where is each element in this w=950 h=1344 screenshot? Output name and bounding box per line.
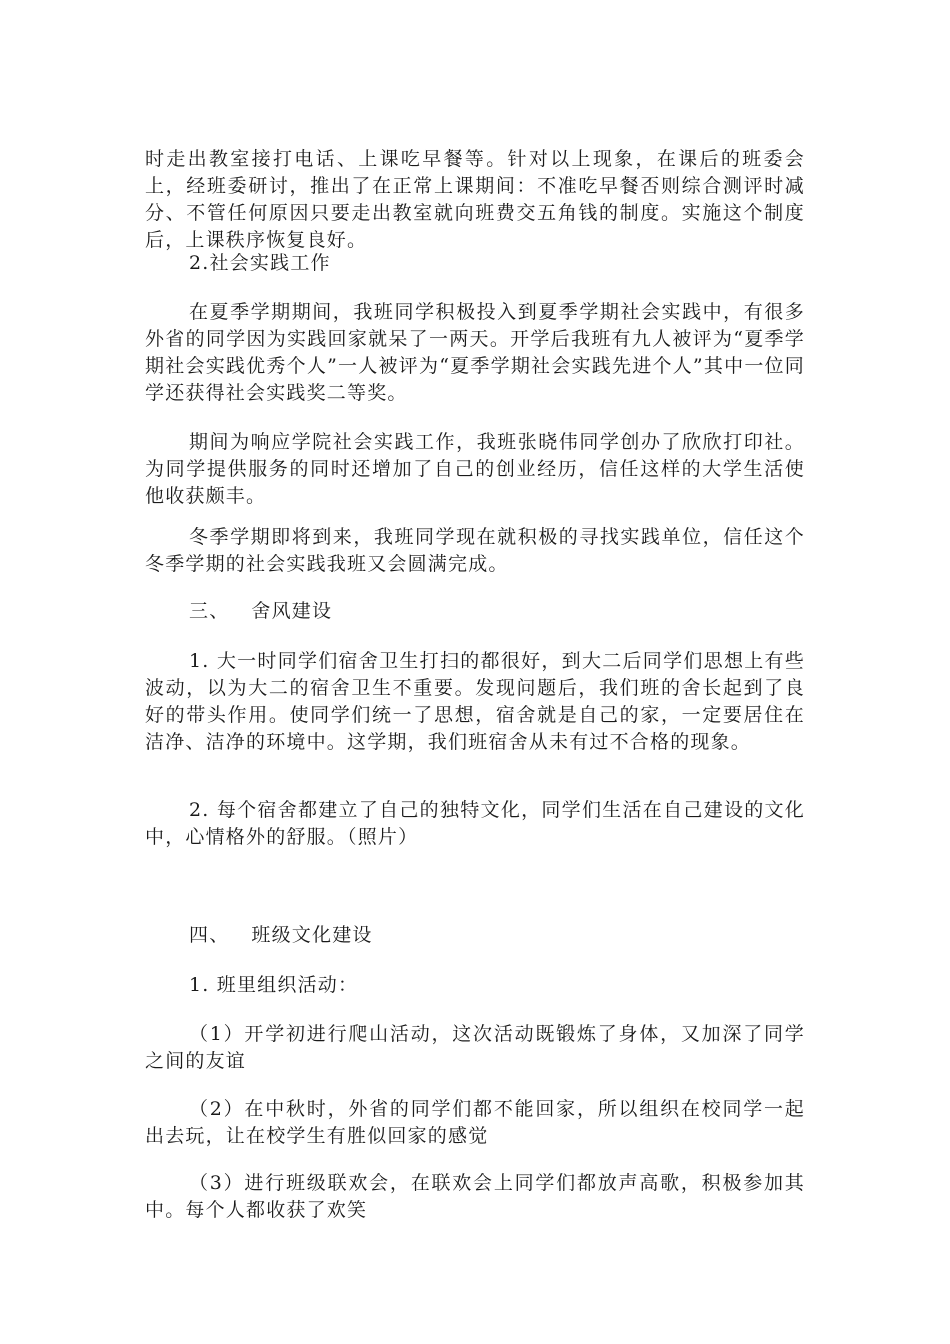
heading-social-practice: 2.社会实践工作	[189, 252, 331, 274]
paragraph-activity-hiking: （1）开学初进行爬山活动，这次活动既锻炼了身体，又加深了同学之间的友谊	[145, 1023, 805, 1072]
heading-dorm-culture	[189, 598, 789, 625]
heading-class-culture	[189, 922, 789, 949]
heading-class-activities: 1. 班里组织活动：	[189, 974, 359, 996]
paragraph-print-shop: 期间为响应学院社会实践工作，我班张晓伟同学创办了欣欣打印社。为同学提供服务的同时还增加了自己的创业经历，信任这样的大学生活使他收获颇丰。	[145, 431, 805, 507]
heading-text: 舍风建设	[251, 600, 333, 622]
heading-text: 班级文化建设	[251, 924, 373, 946]
paragraph-dorm-culture: 2. 每个宿舍都建立了自己的独特文化，同学们生活在自己建设的文化中，心情格外的舒服。（照片）	[145, 799, 805, 848]
paragraph-class-discipline: 时走出教室接打电话、上课吃早餐等。针对以上现象，在课后的班委会上，经班委研讨，推出了在正常上课期间：不准吃早餐否则综合测评时减分、不管任何原因只要走出教室就向班费交五角钱的制度。实施这个制度后，上课秩序恢复良好。	[145, 148, 805, 251]
paragraph-winter-practice: 冬季学期即将到来，我班同学现在就积极的寻找实践单位，信任这个冬季学期的社会实践我班又会圆满完成。	[145, 526, 805, 575]
paragraph-activity-party: （3）进行班级联欢会，在联欢会上同学们都放声高歌，积极参加其中。每个人都收获了欢笑	[145, 1172, 805, 1221]
paragraph-dorm-hygiene: 1. 大一时同学们宿舍卫生打扫的都很好，到大二后同学们思想上有些波动，以为大二的宿舍卫生不重要。发现问题后，我们班的舍长起到了良好的带头作用。使同学们统一了思想，宿舍就是自己的家，一定要居住在洁净、洁净的环境中。这学期，我们班宿舍从未有过不合格的现象。	[145, 650, 805, 753]
heading-number: 三、	[189, 600, 230, 622]
heading-number: 四、	[189, 924, 230, 946]
paragraph-activity-midautumn: （2）在中秋时，外省的同学们都不能回家，所以组织在校同学一起出去玩，让在校学生有胜似回家的感觉	[145, 1098, 805, 1147]
paragraph-summer-practice: 在夏季学期期间，我班同学积极投入到夏季学期社会实践中，有很多外省的同学因为实践回家就呆了一两天。开学后我班有九人被评为“夏季学期社会实践优秀个人”一人被评为“夏季学期社会实践先进个人”其中一位同学还获得社会实践奖二等奖。	[145, 301, 805, 404]
